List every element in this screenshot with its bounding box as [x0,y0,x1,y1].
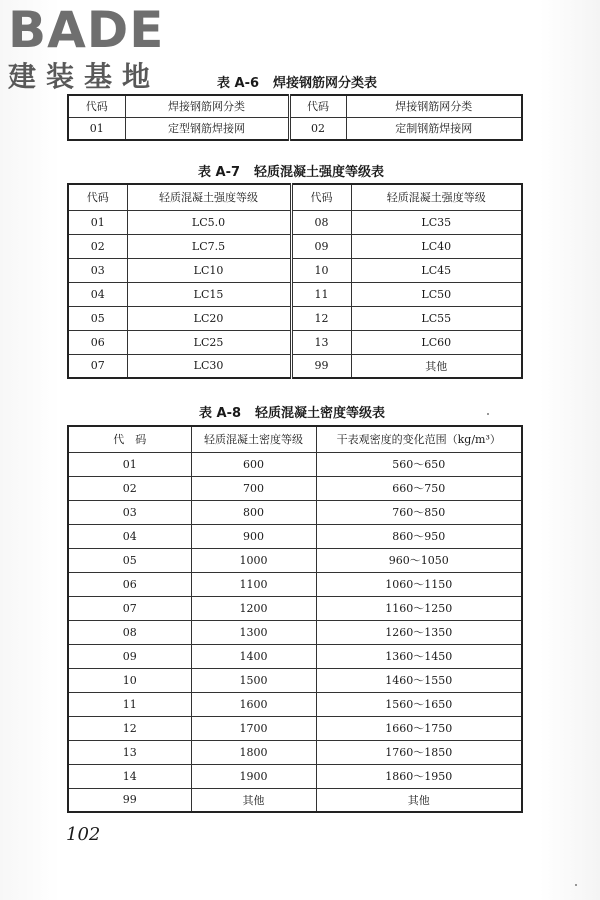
table-row [68,764,522,788]
table-a8 [67,425,523,813]
table-cell: LC10 [127,258,291,282]
table-cell: 其他 [351,354,522,378]
table-row [68,500,522,524]
table-cell: 06 [68,330,127,354]
table-row [68,476,522,500]
logo-chinese-text: 建装基地 [8,60,161,93]
table-a8-number: 表 A-8 [199,406,242,421]
table-cell: 12 [291,306,351,330]
table-a8-caption [199,402,385,421]
table-cell: 1300 [191,620,316,644]
table-cell: 860～950 [316,524,522,548]
table-row [68,716,522,740]
table-cell: 1900 [191,764,316,788]
table-row [68,740,522,764]
table-cell: 800 [191,500,316,524]
table-cell: 09 [68,644,191,668]
table-row [68,788,522,812]
table-cell: 定型钢筋焊接网 [125,117,289,140]
table-cell: LC25 [127,330,291,354]
table-row [68,668,522,692]
brand-logo [8,1,165,94]
table-row [68,282,522,306]
table-cell: 03 [68,258,127,282]
table-cell: LC45 [351,258,522,282]
table-a6-header-cell: 代码 [289,95,346,117]
table-a7-header-cell: 代码 [291,184,351,210]
table-row [68,330,522,354]
table-cell: LC55 [351,306,522,330]
table-a8-title: 轻质混凝土密度等级表 [255,406,386,421]
table-a7-caption [198,161,384,180]
table-cell: 13 [68,740,191,764]
table-cell: 07 [68,354,127,378]
table-cell: 定制钢筋焊接网 [346,117,522,140]
table-a6 [67,94,523,141]
table-cell: 05 [68,306,127,330]
table-a6-header-row [68,95,522,117]
table-a7 [67,183,523,379]
table-row [68,596,522,620]
table-cell: 1060～1150 [316,572,522,596]
table-cell: 07 [68,596,191,620]
table-cell: 1500 [191,668,316,692]
table-cell: 01 [68,452,191,476]
table-cell: 1160～1250 [316,596,522,620]
page-number: 102 [66,824,101,845]
table-row [68,524,522,548]
table-cell: 11 [68,692,191,716]
table-cell: 960～1050 [316,548,522,572]
table-cell: 700 [191,476,316,500]
table-a6-header-cell: 代码 [68,95,125,117]
table-cell: 1360～1450 [316,644,522,668]
table-cell: 1200 [191,596,316,620]
table-a7-number: 表 A-7 [198,165,241,180]
table-cell: 05 [68,548,191,572]
table-cell: LC40 [351,234,522,258]
table-cell: LC7.5 [127,234,291,258]
table-cell: 1000 [191,548,316,572]
table-cell: 560～650 [316,452,522,476]
scan-speck [487,413,489,415]
table-row [68,548,522,572]
table-cell: 1660～1750 [316,716,522,740]
table-cell: 1600 [191,692,316,716]
table-row [68,620,522,644]
table-cell: 08 [291,210,351,234]
table-a8-header-row [68,426,522,452]
table-cell: 1760～1850 [316,740,522,764]
table-row [68,306,522,330]
table-a7-header-cell: 轻质混凝土强度等级 [351,184,522,210]
table-row [68,234,522,258]
table-row [68,117,522,140]
table-cell: 1800 [191,740,316,764]
table-a6-header-cell: 焊接钢筋网分类 [125,95,289,117]
table-a7-body [68,210,522,378]
table-row [68,258,522,282]
table-row [68,210,522,234]
scan-speck [575,884,577,886]
table-cell: 其他 [316,788,522,812]
table-cell: 1260～1350 [316,620,522,644]
table-row [68,572,522,596]
table-cell: 12 [68,716,191,740]
table-a7-title: 轻质混凝土强度等级表 [254,165,385,180]
table-a8-header-cell: 干表观密度的变化范围（kg/m³） [316,426,522,452]
table-cell: 1860～1950 [316,764,522,788]
table-cell: 1100 [191,572,316,596]
table-cell: LC20 [127,306,291,330]
table-cell: 660～750 [316,476,522,500]
table-cell: 04 [68,524,191,548]
table-cell: 760～850 [316,500,522,524]
table-row [68,354,522,378]
table-a6-caption [217,72,377,91]
table-cell: 1560～1650 [316,692,522,716]
table-cell: LC15 [127,282,291,306]
table-cell: LC5.0 [127,210,291,234]
table-a6-title: 焊接钢筋网分类表 [273,76,378,91]
table-a8-header-cell: 轻质混凝土密度等级 [191,426,316,452]
table-cell: 02 [289,117,346,140]
table-cell: 11 [291,282,351,306]
table-cell: 1700 [191,716,316,740]
table-cell: 99 [291,354,351,378]
table-row [68,644,522,668]
table-cell: LC30 [127,354,291,378]
table-cell: 04 [68,282,127,306]
table-cell: 900 [191,524,316,548]
table-cell: 1460～1550 [316,668,522,692]
table-cell: 02 [68,234,127,258]
table-a7-header-cell: 代码 [68,184,127,210]
table-cell: 01 [68,210,127,234]
table-cell: 10 [68,668,191,692]
table-row [68,692,522,716]
table-cell: 其他 [191,788,316,812]
table-a7-header-row [68,184,522,210]
table-a7-header-cell: 轻质混凝土强度等级 [127,184,291,210]
table-cell: LC50 [351,282,522,306]
table-cell: 10 [291,258,351,282]
table-cell: 03 [68,500,191,524]
table-cell: 09 [291,234,351,258]
table-cell: LC60 [351,330,522,354]
table-a6-body [68,117,522,140]
table-cell: 600 [191,452,316,476]
table-cell: LC35 [351,210,522,234]
table-a6-header-cell: 焊接钢筋网分类 [346,95,522,117]
table-cell: 02 [68,476,191,500]
table-row [68,452,522,476]
table-cell: 06 [68,572,191,596]
table-cell: 14 [68,764,191,788]
table-a8-header-cell: 代 码 [68,426,191,452]
table-cell: 99 [68,788,191,812]
table-cell: 1400 [191,644,316,668]
table-cell: 01 [68,117,125,140]
logo-wordmark: BADE [8,1,165,59]
table-a6-number: 表 A-6 [217,76,260,91]
table-cell: 13 [291,330,351,354]
table-cell: 08 [68,620,191,644]
table-a8-body [68,452,522,812]
